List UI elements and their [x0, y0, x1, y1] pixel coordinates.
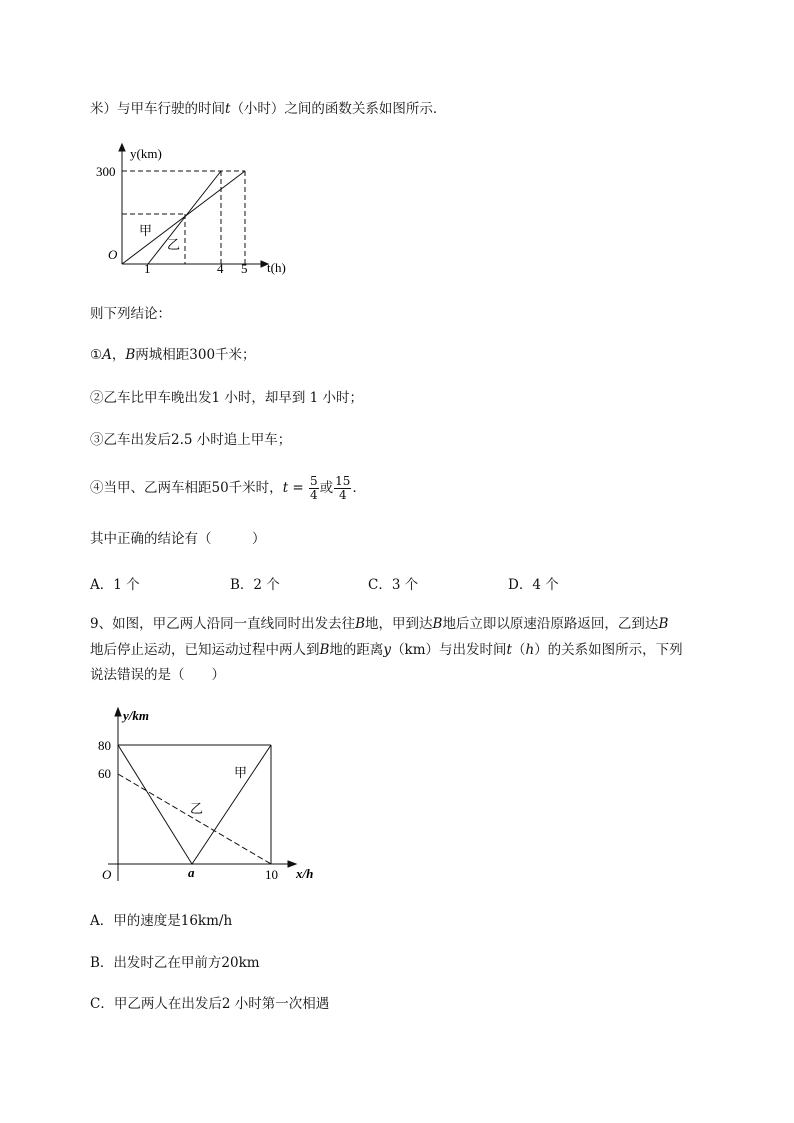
q9-l2-var-h: h — [525, 642, 535, 658]
q8-option-c[interactable]: C．3 个 — [368, 577, 419, 593]
q9-l1-a: 9、如图，甲乙两人沿同一直线同时出发去往 — [90, 616, 356, 632]
q8-origin: O — [108, 247, 118, 262]
q9-l2-d: （km）与出发时间 — [391, 642, 507, 658]
q9-graph — [90, 700, 330, 890]
q8-lead: 则下列结论： — [90, 306, 171, 322]
q8-s4-end: ． — [352, 480, 366, 496]
q9-option-b[interactable]: B．出发时乙在甲前方20km — [90, 955, 260, 971]
q8-statement-4 — [90, 471, 366, 505]
q8-s4-frac-1-num: 5 — [310, 474, 318, 488]
q9-l1-e: 地后立即以原速沿原路返回，乙到达 — [442, 616, 659, 632]
q9-label-jia: 甲 — [234, 765, 248, 780]
q8-s4-eq: = — [288, 480, 309, 496]
q8-intro-var: t — [225, 101, 231, 117]
q8-s1-a: A — [102, 347, 112, 363]
q8-s1-b: B — [125, 347, 136, 363]
q9-l2-f: ）的关系如图所示，下列 — [534, 642, 683, 658]
q9-option-c[interactable]: C．甲乙两人在出发后2 小时第一次相遇 — [90, 996, 330, 1012]
q9-l2-var-t: t — [506, 642, 512, 658]
q8-statement-2: ②乙车比甲车晚出发1 小时，却早到 1 小时； — [90, 390, 364, 406]
q8-y-arrow — [119, 144, 125, 151]
q8-intro-text-b: （小时）之间的函数关系如图所示． — [230, 101, 447, 117]
q8-label-jia: 甲 — [139, 223, 153, 238]
q8-s1-text: 两城相距300千米； — [135, 347, 256, 363]
q9-text-line-3: 说法错误的是（ ） — [90, 667, 225, 683]
q8-line-jia — [122, 171, 245, 264]
q9-option-a[interactable]: A．甲的速度是16km/h — [90, 913, 233, 929]
q9-label-yi: 乙 — [190, 801, 204, 816]
q9-l2-a: 地后停止运动，已知运动过程中两人到 — [90, 642, 320, 658]
q8-label-yi: 乙 — [167, 237, 181, 252]
q9-l1-d: B — [432, 616, 443, 632]
q8-s4-var: t — [282, 480, 289, 496]
q9-l1-c: 地，甲到达 — [365, 616, 433, 632]
q9-l1-b: B — [355, 616, 366, 632]
q8-xlabel: t(h) — [267, 260, 286, 275]
q9-ytick-80: 80 — [98, 738, 111, 753]
q8-ylabel: y(km) — [130, 146, 162, 161]
q8-graph — [96, 140, 300, 280]
q9-xtick-a: a — [188, 865, 195, 880]
q9-x-arrow — [288, 861, 296, 867]
q8-xtick-4: 4 — [217, 261, 224, 276]
q9-text-line-1 — [90, 615, 668, 633]
q8-xtick-1: 1 — [144, 261, 151, 276]
q9-l2-c: 地的距离 — [329, 642, 384, 658]
q9-line-yi — [118, 774, 271, 864]
q8-statement-3: ③乙车出发后2.5 小时追上甲车； — [90, 432, 292, 448]
q8-s4-frac-1-den: 4 — [310, 488, 318, 502]
q8-option-d[interactable]: D．4 个 — [508, 577, 559, 593]
q8-intro — [90, 100, 446, 118]
q8-statement-1 — [90, 346, 256, 364]
q8-xtick-5: 5 — [241, 261, 248, 276]
q8-s4-text: ④当甲、乙两车相距50千米时， — [90, 480, 283, 496]
q8-ask: 其中正确的结论有（ ） — [90, 531, 266, 547]
q9-l2-b: B — [319, 642, 330, 658]
q8-intro-text-a: 米）与甲车行驶的时间 — [90, 101, 225, 117]
q8-s4-or: 或 — [319, 480, 334, 496]
q9-text-line-2 — [90, 641, 683, 659]
q8-s4-frac-2 — [334, 475, 351, 502]
q8-ytick-300: 300 — [96, 164, 116, 179]
q8-s4-frac-2-num: 15 — [335, 474, 351, 488]
q8-s4-frac-1 — [309, 475, 319, 502]
q9-xtick-10: 10 — [265, 867, 278, 882]
q9-l1-f: B — [658, 616, 669, 632]
q9-xlabel: x/h — [296, 866, 314, 881]
q9-origin: O — [102, 867, 112, 882]
q9-l2-var-y: y — [383, 642, 392, 658]
q8-s4-frac-2-den: 4 — [338, 488, 347, 502]
q9-l2-e: （ — [511, 642, 526, 658]
q8-option-b[interactable]: B．2 个 — [230, 577, 280, 593]
q8-option-a[interactable]: A．1 个 — [90, 577, 140, 593]
q9-ytick-60: 60 — [98, 766, 111, 781]
q9-y-arrow — [115, 708, 121, 716]
q8-s1-sep: ， — [111, 347, 126, 363]
q8-s1-num: ① — [90, 347, 103, 363]
q9-ylabel: y/km — [123, 708, 149, 723]
